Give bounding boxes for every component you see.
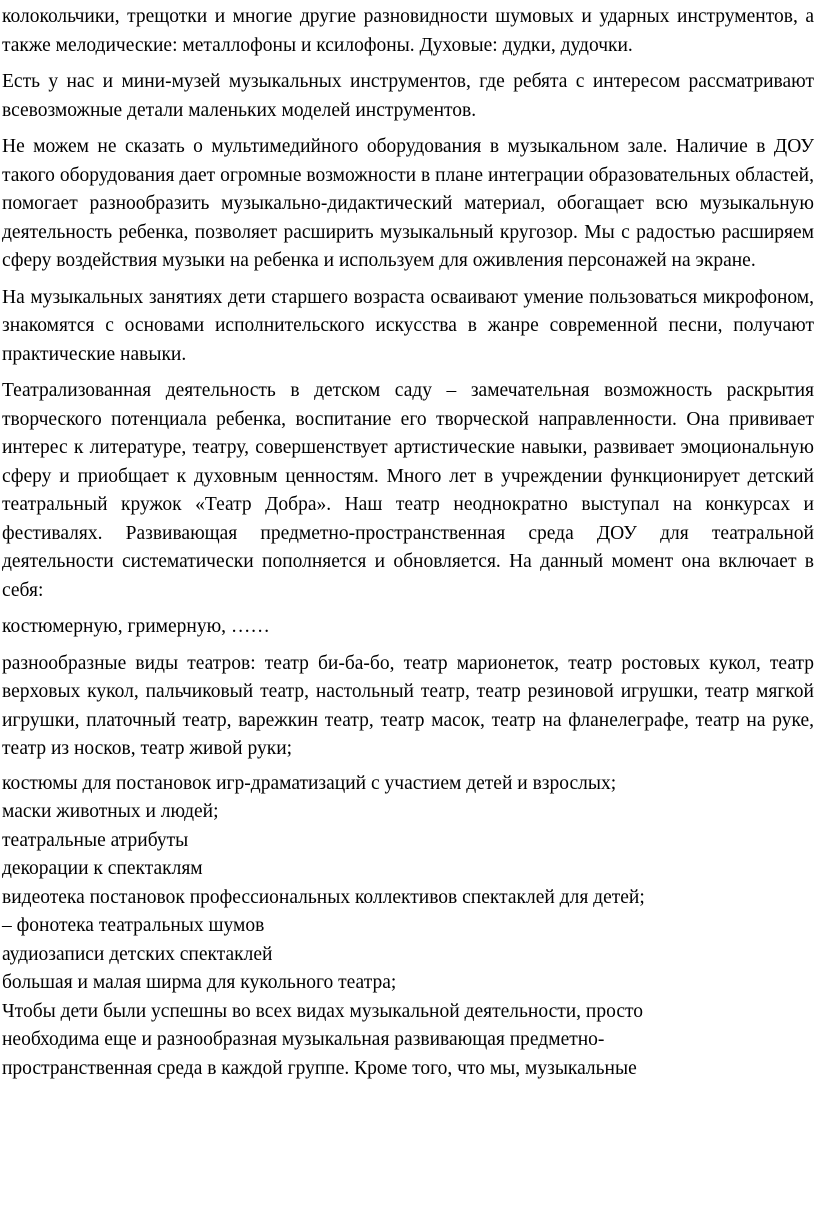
list-item: декорации к спектаклям (2, 858, 203, 879)
paragraph-multimedia: Не можем не сказать о мультимедийного оборудования в музыкальном зале. Наличие в ДОУ такого оборудования дает огромные возможности в плане интеграции образовательных областей, помогает разнообразить музыкально-дидактический материал, обогащает всю музыкальную деятельность ребенка, позволяет расширить музыкальный кругозор. Мы с радостью расширяем сферу воздействия музыки на ребенка и используем для оживления персонажей на экране. (2, 136, 814, 271)
closing-line: пространственная среда в каждой группе. Кроме того, что мы, музыкальные (2, 1057, 637, 1079)
list-item: видеотека постановок профессиональных коллективов спектаклей для детей; (2, 886, 645, 908)
paragraph-mini-museum: Есть у нас и мини-музей музыкальных инструментов, где ребята с интересом рассматривают всевозможные детали маленьких моделей инструментов. (2, 71, 814, 121)
paragraph-theatre: Театрализованная деятельность в детском саду – замечательная возможность раскрытия творческого потенциала ребенка, воспитание его творческой направленности. Она прививает интерес к литературе, театру, совершенствует артистические навыки, развивает эмоциональную сферу и приобщает к духовным ценностям. Много лет в учреждении функционирует детский театральный кружок «Театр Добра». Наш театр неоднократно выступал на конкурсах и фестивалях. Развивающая предметно-пространственная среда ДОУ для театральной деятельности систематически пополняется и обновляется. На данный момент она включает в себя: (2, 380, 814, 601)
closing-line: Чтобы дети были успешны во всех видах музыкальной деятельности, просто (2, 1000, 644, 1022)
list-item: – фонотека театральных шумов (2, 915, 265, 936)
list-item: костюмы для постановок игр-драматизаций с участием детей и взрослых; (2, 772, 617, 794)
list-item: аудиозаписи детских спектаклей (2, 943, 273, 965)
list-item: большая и малая ширма для кукольного театра; (2, 972, 397, 993)
closing-line: необходима еще и разнообразная музыкальная развивающая предметно- (2, 1029, 605, 1050)
paragraph-costume-room: костюмерную, гримерную, …… (2, 616, 270, 637)
environment-list (2, 770, 814, 1084)
paragraph-theatre-types: разнообразные виды театров: театр би-ба-бо, театр марионеток, театр ростовых кукол, театр верховых кукол, пальчиковый театр, настольный театр, театр резиновой игрушки, театр мягкой игрушки, платочный театр, варежкин театр, театр масок, театр на фланелеграфе, театр на руке, театр из носков, театр живой руки; (2, 652, 814, 759)
list-item: маски животных и людей; (2, 801, 219, 822)
list-item: театральные атрибуты (2, 829, 189, 851)
paragraph-microphone: На музыкальных занятиях дети старшего возраста осваивают умение пользоваться микрофоном, знакомятся с основами исполнительского искусства в жанре современной песни, получают практические навыки. (2, 286, 814, 365)
paragraph-instruments: колокольчики, трещотки и многие другие разновидности шумовых и ударных инструментов, а также мелодические: металлофоны и ксилофоны. Духовые: дудки, дудочки. (2, 6, 814, 56)
